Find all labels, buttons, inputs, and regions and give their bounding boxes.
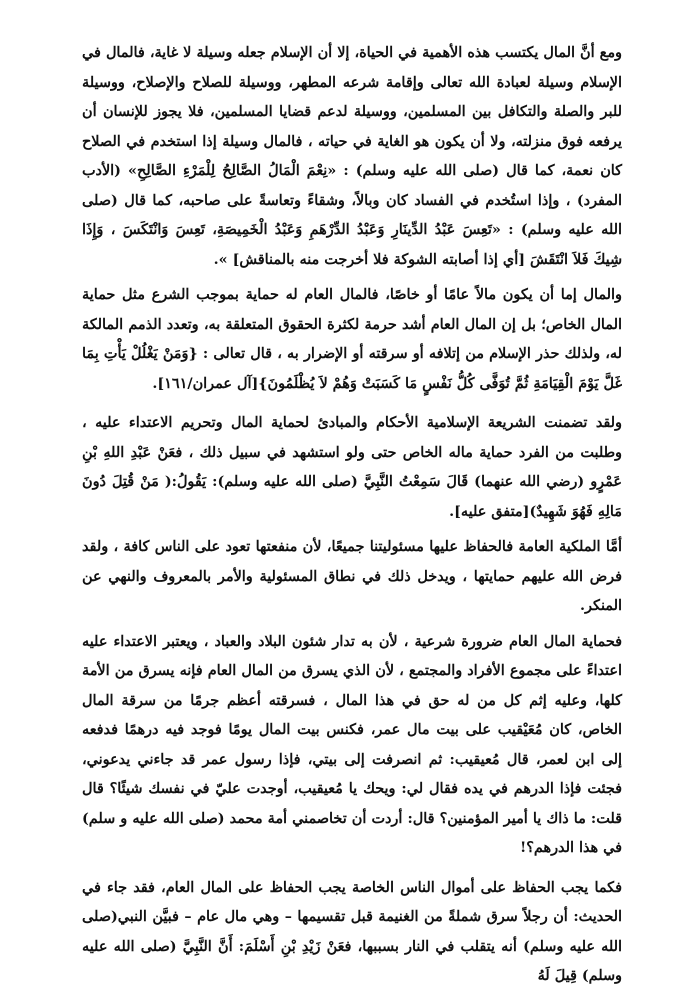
paragraph-gap (82, 398, 622, 408)
paragraph-wealth-means: ومع أنَّ المال يكتسب هذه الأهمية في الحياة، إلا أن الإسلام جعله وسيلة لا غاية، فالمال في الإسلام وسيلة لعبادة الله تعالى وإقامة شرعه المطهر، ووسيلة للصلاح والإصلاح، ووسيلة للبر والصلة والتكافل بين المسلمين، ووسيلة لدعم قضايا المسلمين، فلا يجوز للإنسان أن يرفعه فوق منزلته، ولا أن يكون هو الغاية في حياته ، فالمال وسيلة إذا استخدم في الصلاح كان نعمة، كما قال (صلى الله عليه وسلم) : «نِعْمَ الْمَالُ الصَّالِحُ لِلْمَرْءِ الصَّالِحِ» (الأدب المفرد) ، وإذا استُخدم في الفساد كان وبالاً، وشقاءً وتعاسةً على صاحبه، كما قال (صلى الله عليه وسلم) : «تَعِسَ عَبْدُ الدِّينَارِ وَعَبْدُ الدِّرْهَمِ وَعَبْدُ الْخَمِيصَةِ، تَعِسَ وَانْتَكَسَ ، وَإِذَا شِيكَ فَلاَ انْتَقَشَ [أي إذا أصابته الشوكة فلا أخرجت منه بالمناقش] ». (82, 44, 622, 268)
paragraph-gap (82, 863, 622, 873)
paragraph-muayqib-story: فحماية المال العام ضرورة شرعية ، لأن به تدار شئون البلاد والعباد ، ويعتبر الاعتداء عليه اعتداءً على مجموع الأفراد والمجتمع ، لأن الذي يسرق من المال العام فإنه يسرق من الأمة كلها، وعليه إثم كل من له حق في هذا المال ، فسرقته أعظم جرمًا من سرقة المال الخاص، كان مُعَيْقيب على بيت مال عمر، فكنس بيت المال يومًا فوجد فيه درهمًا فدفعه إلى ابن لعمر، قال مُعيقيب: ثم انصرفت إلى بيتي، فإذا رسول عمر قد جاءني يدعوني، فجئت فإذا الدرهم في يده فقال لي: ويحك يا مُعيقيب، أوجدت عليّ في نفسك شيئًا؟ قال قلت: ما ذاك يا أمير المؤمنين؟ قال: أردت أن تخاصمني أمة محمد (صلى الله عليه و سلم) في هذا الدرهم؟! (82, 632, 622, 856)
paragraph-hadith-shamla: فكما يجب الحفاظ على أموال الناس الخاصة يجب الحفاظ على المال العام، فقد جاء في الحديث: أن رجلاً سرق شملةً من الغنيمة قبل تقسيمها – وهي مال عام – فبيَّن النبي(صلى الله عليه وسلم) أنه يتقلب في النار بسببها، فعَنْ زَيْدِ بْنِ أَسْلَمَ: أَنَّ النَّبِيَّ (صلى الله عليه وسلم) قِيلَ لَهُ (82, 878, 622, 984)
paragraph-public-wealth: والمال إما أن يكون مالاً عامًا أو خاصًا، فالمال العام له حماية بموجب الشرع مثل حماية المال الخاص؛ بل إن المال العام أشد حرمة لكثرة الحقوق المتعلقة به، وتعدد الذمم المالكة له، ولذلك حذر الإسلام من إتلافه أو سرقته أو الإضرار به ، قال تعالى : {وَمَنْ يَغْلُلْ يَأْتِ بِمَا غَلَّ يَوْمَ الْقِيَامَةِ ثُمَّ تُوَفَّى كُلُّ نَفْسٍ مَا كَسَبَتْ وَهُمْ لاَ يُظْلَمُونَ}[آل عمران/١٦١]. (82, 286, 622, 392)
paragraph-sharia-protection: ولقد تضمنت الشريعة الإسلامية الأحكام والمبادئ لحماية المال وتحريم الاعتداء عليه ، وطلبت من الفرد حماية ماله الخاص حتى ولو استشهد في سبيل ذلك ، فعَنْ عَبْدِ اللهِ بْنِ عَمْرٍو (رضي الله عنهما) قَالَ سَمِعْتُ النَّبِيَّ (صلى الله عليه وسلم): يَقُولُ:( مَنْ قُتِلَ دُونَ مَالِهِ فَهُوَ شَهِيدٌ)[متفق عليه]. (82, 414, 622, 520)
paragraph-public-ownership: أمَّا الملكية العامة فالحفاظ عليها مسئوليتنا جميعًا، لأن منفعتها تعود على الناس كافة ، ولقد فرض الله عليهم حمايتها ، ويدخل ذلك في نطاق المسئولية والأمر بالمعروف والنهي عن المنكر. (82, 538, 622, 614)
